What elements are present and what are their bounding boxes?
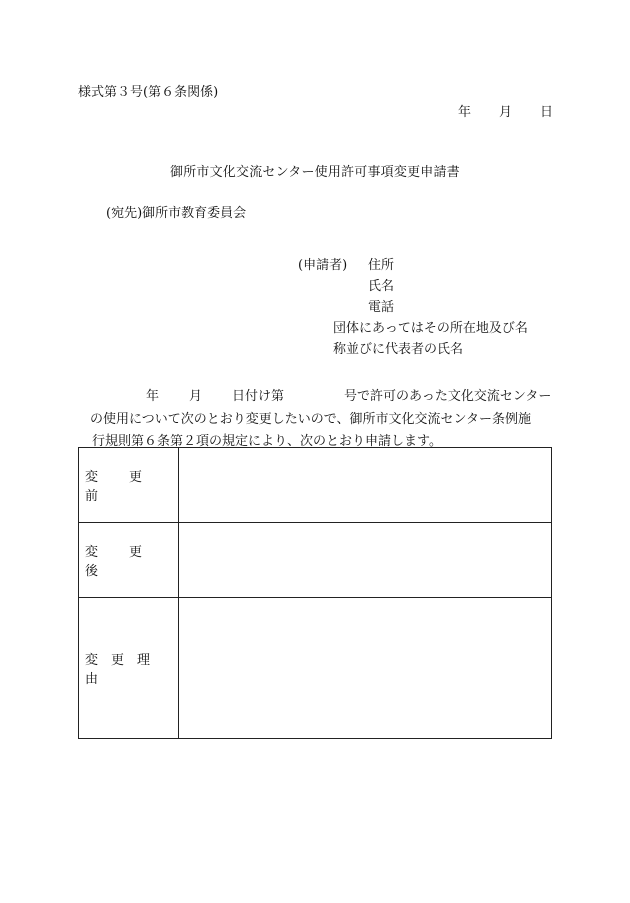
body-month-label: 月 xyxy=(189,389,203,404)
group-note-line-2: 称並びに代表者の氏名 xyxy=(333,342,464,357)
body-text-line-3: 行規則第６条第２項の規定により、次のとおり申請します。 xyxy=(92,434,442,449)
date-day-label: 日 xyxy=(540,105,554,120)
addressee: (宛先)御所市教育委員会 xyxy=(106,206,247,221)
table-row xyxy=(79,523,552,598)
applicant-name-label: 氏名 xyxy=(368,279,395,294)
applicant-phone-label: 電話 xyxy=(368,300,395,315)
row-label-before: 変更前 xyxy=(79,448,179,523)
applicant-address-label: 住所 xyxy=(368,258,395,273)
row-value-after[interactable] xyxy=(179,523,552,598)
body-text-line-1 xyxy=(146,385,551,404)
change-table xyxy=(78,447,552,739)
date-year-label: 年 xyxy=(458,105,472,120)
body-year-label: 年 xyxy=(146,389,160,404)
row-value-reason[interactable] xyxy=(179,598,552,739)
date-line xyxy=(458,101,553,120)
form-number: 様式第３号(第６条関係) xyxy=(78,85,219,100)
table-row xyxy=(79,598,552,739)
table-row xyxy=(79,448,552,523)
body-text-line-2: の使用について次のとおり変更したいので、御所市文化交流センター条例施 xyxy=(90,412,531,427)
row-label-reason: 変更理由 xyxy=(79,598,179,739)
document-title: 御所市文化交流センター使用許可事項変更申請書 xyxy=(170,165,460,180)
row-label-after: 変更後 xyxy=(79,523,179,598)
body-line1-rest: 号で許可のあった文化交流センター xyxy=(344,389,552,404)
body-day-label: 日付け第 xyxy=(232,389,285,404)
date-month-label: 月 xyxy=(499,105,513,120)
group-note-line-1: 団体にあってはその所在地及び名 xyxy=(333,321,528,336)
row-value-before[interactable] xyxy=(179,448,552,523)
applicant-label: (申請者) xyxy=(298,258,348,273)
